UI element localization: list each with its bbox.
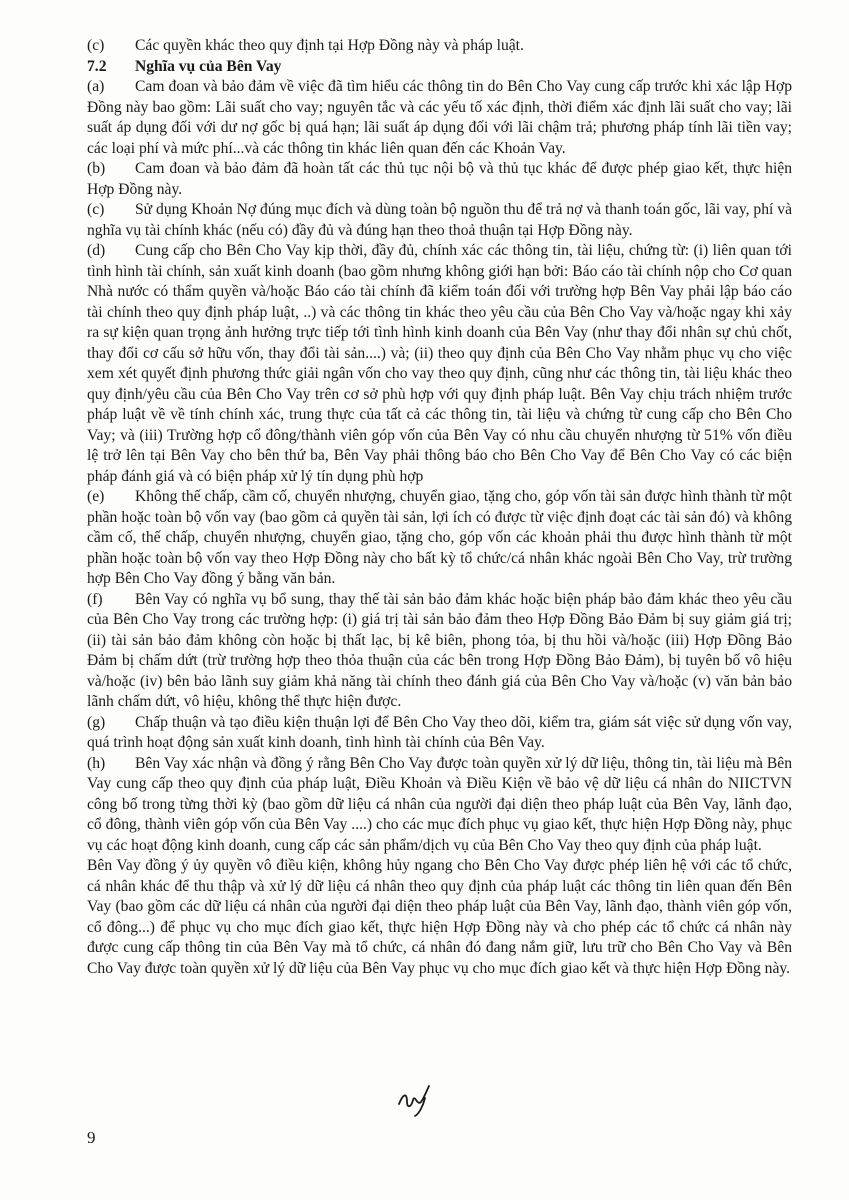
list-item (87, 77, 792, 159)
list-item (87, 487, 792, 590)
list-item (87, 590, 792, 713)
closing-paragraph: Bên Vay đồng ý ủy quyền vô điều kiện, không hủy ngang cho Bên Cho Vay được phép liên hệ với các tổ chức, cá nhân khác để thu thập và xử lý dữ liệu cá nhân theo quy định của pháp luật các thông tin liên quan đến Bên Vay (bao gồm các dữ liệu cá nhân của người đại diện theo pháp luật của Bên Vay, lãnh đạo, thành viên góp vốn, cổ đông...) để phục vụ cho mục đích giao kết, thực hiện Hợp Đồng này và cho phép các tổ chức cá nhân này được cung cấp thông tin của Bên Vay mà tổ chức, cá nhân đó đang nắm giữ, lưu trữ cho Bên Cho Vay và Bên Cho Vay được toàn quyền xử lý dữ liệu của Bên Vay phục vụ cho mục đích giao kết và thực hiện Hợp Đồng này. (87, 857, 792, 977)
item-label: (d) (87, 242, 106, 259)
item-label: (c) (87, 201, 105, 218)
section-heading (87, 57, 792, 78)
list-item (87, 713, 792, 754)
section-title: Nghĩa vụ của Bên Vay (135, 57, 282, 75)
item-text: Các quyền khác theo quy định tại Hợp Đồng này và pháp luật. (135, 37, 524, 54)
item-label: (e) (87, 488, 105, 505)
item-label: (f) (87, 590, 103, 608)
item-text: Bên Vay xác nhận và đồng ý rằng Bên Cho Vay được toàn quyền xử lý dữ liệu, thông tin, tài liệu mà Bên Vay cung cấp theo quy định của pháp luật, Điều Khoản và Điều Kiện về bảo vệ dữ liệu cá nhân do NIICTVN công bố trong từng thời kỳ (bao gồm dữ liệu cá nhân của người đại diện theo pháp luật của Bên Vay, lãnh đạo, cổ đông, thành viên góp vốn của Bên Vay ....) cho các mục đích phục vụ giao kết, thực hiện Hợp Đồng này, phục vụ các hoạt động kinh doanh, cung cấp các sản phẩm/dịch vụ của Bên Cho Vay theo quy định của pháp luật. (87, 754, 792, 854)
item-label: (g) (87, 713, 106, 731)
item-c-rights (87, 36, 792, 57)
list-item (87, 754, 792, 857)
item-label: (b) (87, 160, 106, 177)
item-text: Bên Vay có nghĩa vụ bổ sung, thay thế tài sản bảo đảm khác hoặc biện pháp bảo đảm khác theo yêu cầu của Bên Cho Vay trong các trường hợp: (i) giá trị tài sản bảo đảm theo Hợp Đồng Bảo Đảm bị suy giảm giá trị; (ii) tài sản bảo đảm không còn hoặc bị thất lạc, bị kê biên, phong tỏa, bị thu hồi và/hoặc (iii) Hợp Đồng Bảo Đảm bị chấm dứt (trừ trường hợp theo thỏa thuận của các bên trong Hợp Đồng Bảo Đảm), bị tuyên bố vô hiệu và/hoặc (iv) bên bảo lãnh suy giảm khả năng tài chính theo đánh giá của Bên Cho Vay và/hoặc (v) văn bản bảo lãnh chấm dứt, vô hiệu, không thể thực hiện được. (87, 590, 792, 710)
section-number: 7.2 (87, 57, 107, 75)
item-text: Cam đoan và bảo đảm đã hoàn tất các thủ tục nội bộ và thủ tục khác để được phép giao kết, thực hiện Hợp Đồng này. (87, 160, 792, 198)
item-text: Cung cấp cho Bên Cho Vay kịp thời, đầy đủ, chính xác các thông tin, tài liệu, chứng từ: (i) liên quan tới tình hình tài chính, sản xuất kinh doanh (bao gồm nhưng không giới hạn bởi: Báo cáo tài chính nộp cho Cơ quan Nhà nước có thẩm quyền và/hoặc Báo cáo tài chính đã kiểm toán đối với trường hợp Bên Vay phải lập báo cáo tài chính theo quy định pháp luật, ..) và các thông tin khác theo yêu cầu của Bên Cho Vay và/hoặc ngay khi xảy ra sự kiện quan trọng ảnh hưởng trực tiếp tới tình hình kinh doanh của Bên Vay (như thay đổi nhân sự chủ chốt, thay đổi cơ cấu sở hữu vốn, thay đổi tài sản....) và; (ii) theo quy định của Bên Cho Vay nhằm phục vụ cho việc xem xét quyết định phương thức giải ngân vốn cho vay theo quy định, cũng như các thông tin, tài liệu khác theo quy định/yêu cầu của Bên Cho Vay trên cơ sở phù hợp với quy định pháp luật. Bên Vay chịu trách nhiệm trước pháp luật về về tính chính xác, trung thực của tất cả các thông tin, tài liệu và chứng từ cung cấp cho Bên Cho Vay; và (iii) Trường hợp cổ đông/thành viên góp vốn của Bên Vay có nhu cầu chuyển nhượng từ 51% vốn điều lệ trở lên tại Bên Vay cho bên thứ ba, Bên Vay phải thông báo cho Bên Cho Vay để Bên Cho Vay có các biện pháp đánh giá và có biện pháp xử lý tín dụng phù hợp (87, 242, 792, 485)
list-item (87, 200, 792, 241)
item-label: (a) (87, 78, 105, 95)
item-text: Không thế chấp, cầm cố, chuyển nhượng, chuyển giao, tặng cho, góp vốn tài sản được hình thành từ một phần hoặc toàn bộ vốn vay (bao gồm cả quyền tài sản, lợi ích có được từ việc định đoạt các tài sản đó) và không cầm cố, thế chấp, chuyển nhượng, chuyển giao, tặng cho, góp vốn các khoản phải thu được hình thành từ một phần hoặc toàn bộ vốn vay theo Hợp Đồng này cho bất kỳ tổ chức/cá nhân khác ngoài Bên Cho Vay, trừ trường hợp Bên Cho Vay đồng ý bằng văn bản. (87, 488, 792, 587)
item-label: (c) (87, 37, 105, 54)
page-content (87, 36, 792, 979)
item-text: Cam đoan và bảo đảm về việc đã tìm hiểu các thông tin do Bên Cho Vay cung cấp trước khi xác lập Hợp Đồng này bao gồm: Lãi suất cho vay; nguyên tắc và các yếu tố xác định, thời điểm xác định lãi suất cho vay; lãi suất áp dụng đối với dư nợ gốc bị quá hạn; lãi suất áp dụng đối với lãi chậm trả; phương pháp tính lãi tiền vay; các loại phí và mức phí...và các thông tin khác liên quan đến các Khoản Vay. (87, 78, 792, 157)
list-item (87, 241, 792, 487)
handwritten-initials (395, 1078, 435, 1118)
item-label: (h) (87, 754, 106, 772)
item-text: Sử dụng Khoản Nợ đúng mục đích và dùng toàn bộ nguồn thu để trả nợ và thanh toán gốc, lãi vay, phí và nghĩa vụ tài chính khác (nếu có) đầy đủ và đúng hạn theo thoả thuận tại Hợp Đồng này. (87, 201, 792, 239)
list-item (87, 159, 792, 200)
page-number: 9 (87, 1128, 96, 1147)
item-text: Chấp thuận và tạo điều kiện thuận lợi để Bên Cho Vay theo dõi, kiểm tra, giám sát việc sử dụng vốn vay, quá trình hoạt động sản xuất kinh doanh, tình hình tài chính của Bên Vay. (87, 713, 792, 751)
